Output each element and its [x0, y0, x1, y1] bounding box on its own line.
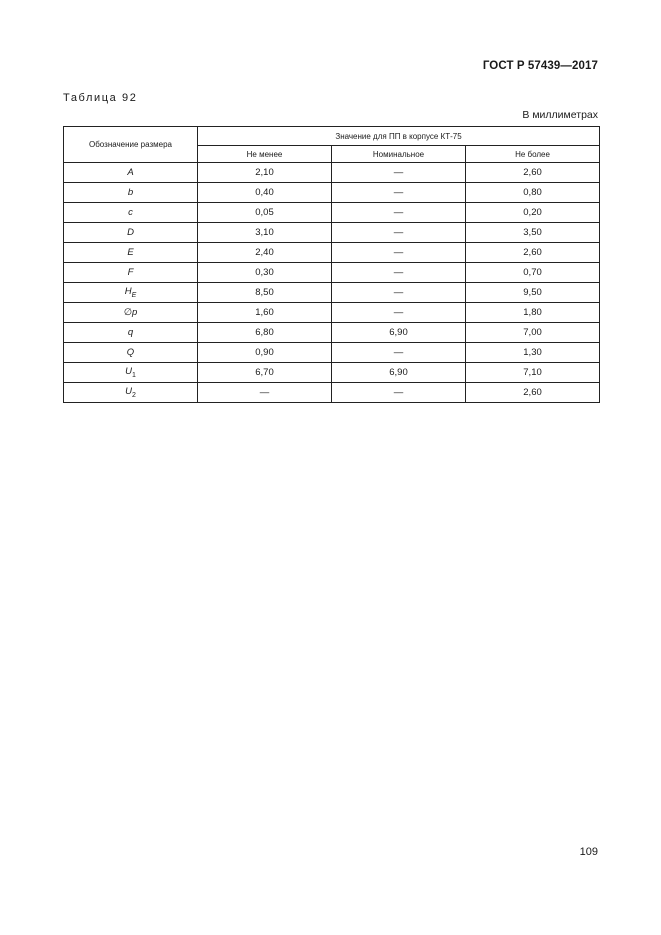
table-row — [64, 163, 600, 183]
dimension-symbol — [64, 383, 198, 403]
standard-designation: ГОСТ Р 57439—2017 — [482, 60, 598, 72]
value-nominal: — — [332, 383, 466, 403]
value-min: 1,60 — [198, 303, 332, 323]
symbol-letter: U — [125, 366, 132, 377]
dimension-symbol — [64, 343, 198, 363]
table-row — [64, 383, 600, 403]
symbol-letter: D — [127, 227, 134, 238]
value-max: 7,00 — [466, 323, 600, 343]
symbol-letter: E — [127, 247, 134, 258]
value-max: 0,70 — [466, 263, 600, 283]
value-nominal: — — [332, 303, 466, 323]
symbol-letter: Q — [126, 347, 135, 358]
value-max: 2,60 — [466, 163, 600, 183]
value-max: 1,80 — [466, 303, 600, 323]
value-max: 2,60 — [466, 383, 600, 403]
value-min: — — [198, 383, 332, 403]
value-min: 3,10 — [198, 223, 332, 243]
symbol-letter: b — [127, 187, 134, 198]
table-row — [64, 183, 600, 203]
value-nominal: — — [332, 223, 466, 243]
table-row — [64, 263, 600, 283]
units-note: В миллиметрах — [522, 109, 598, 121]
value-nominal: — — [332, 183, 466, 203]
table-row — [64, 303, 600, 323]
table-row — [64, 283, 600, 303]
header-value-group: Значение для ПП в корпусе КТ-75 — [198, 127, 600, 146]
value-nominal: — — [332, 163, 466, 183]
symbol-subscript: 2 — [131, 392, 136, 399]
value-max: 2,60 — [466, 243, 600, 263]
value-nominal: 6,90 — [332, 323, 466, 343]
header-min: Не менее — [198, 146, 332, 163]
dimension-symbol — [64, 283, 198, 303]
table-row — [64, 203, 600, 223]
table-row — [64, 343, 600, 363]
value-max: 1,30 — [466, 343, 600, 363]
value-nominal: — — [332, 343, 466, 363]
symbol-subscript: 1 — [131, 372, 136, 379]
dimensions-table — [63, 126, 600, 403]
value-min: 0,05 — [198, 203, 332, 223]
value-max: 7,10 — [466, 363, 600, 383]
value-nominal: — — [332, 283, 466, 303]
value-min: 2,10 — [198, 163, 332, 183]
header-max: Не более — [466, 146, 600, 163]
table-row — [64, 363, 600, 383]
dimension-symbol — [64, 263, 198, 283]
value-max: 3,50 — [466, 223, 600, 243]
dimension-symbol — [64, 203, 198, 223]
symbol-letter: U — [125, 386, 132, 397]
dimension-symbol — [64, 243, 198, 263]
dimension-symbol — [64, 223, 198, 243]
symbol-letter: A — [127, 167, 134, 178]
symbol-subscript: E — [131, 292, 137, 299]
symbol-letter: c — [128, 207, 133, 218]
table-row — [64, 223, 600, 243]
value-max: 0,80 — [466, 183, 600, 203]
symbol-letter: ∅p — [123, 307, 138, 318]
symbol-letter: H — [124, 286, 132, 297]
page-number: 109 — [579, 846, 598, 858]
value-min: 0,90 — [198, 343, 332, 363]
header-designation: Обозначение размера — [64, 127, 198, 163]
dimension-symbol — [64, 363, 198, 383]
dimension-symbol — [64, 183, 198, 203]
value-nominal: — — [332, 263, 466, 283]
value-min: 0,30 — [198, 263, 332, 283]
symbol-letter: q — [127, 327, 134, 338]
dimension-symbol — [64, 163, 198, 183]
value-nominal: 6,90 — [332, 363, 466, 383]
value-max: 0,20 — [466, 203, 600, 223]
symbol-letter: F — [127, 267, 134, 278]
value-min: 0,40 — [198, 183, 332, 203]
table-row — [64, 323, 600, 343]
value-min: 8,50 — [198, 283, 332, 303]
value-min: 2,40 — [198, 243, 332, 263]
value-nominal: — — [332, 243, 466, 263]
table-body — [64, 163, 600, 403]
table-caption: Таблица 92 — [63, 92, 138, 104]
value-max: 9,50 — [466, 283, 600, 303]
value-min: 6,80 — [198, 323, 332, 343]
header-nominal: Номинальное — [332, 146, 466, 163]
dimension-symbol — [64, 323, 198, 343]
dimension-symbol — [64, 303, 198, 323]
table-row — [64, 243, 600, 263]
value-nominal: — — [332, 203, 466, 223]
value-min: 6,70 — [198, 363, 332, 383]
